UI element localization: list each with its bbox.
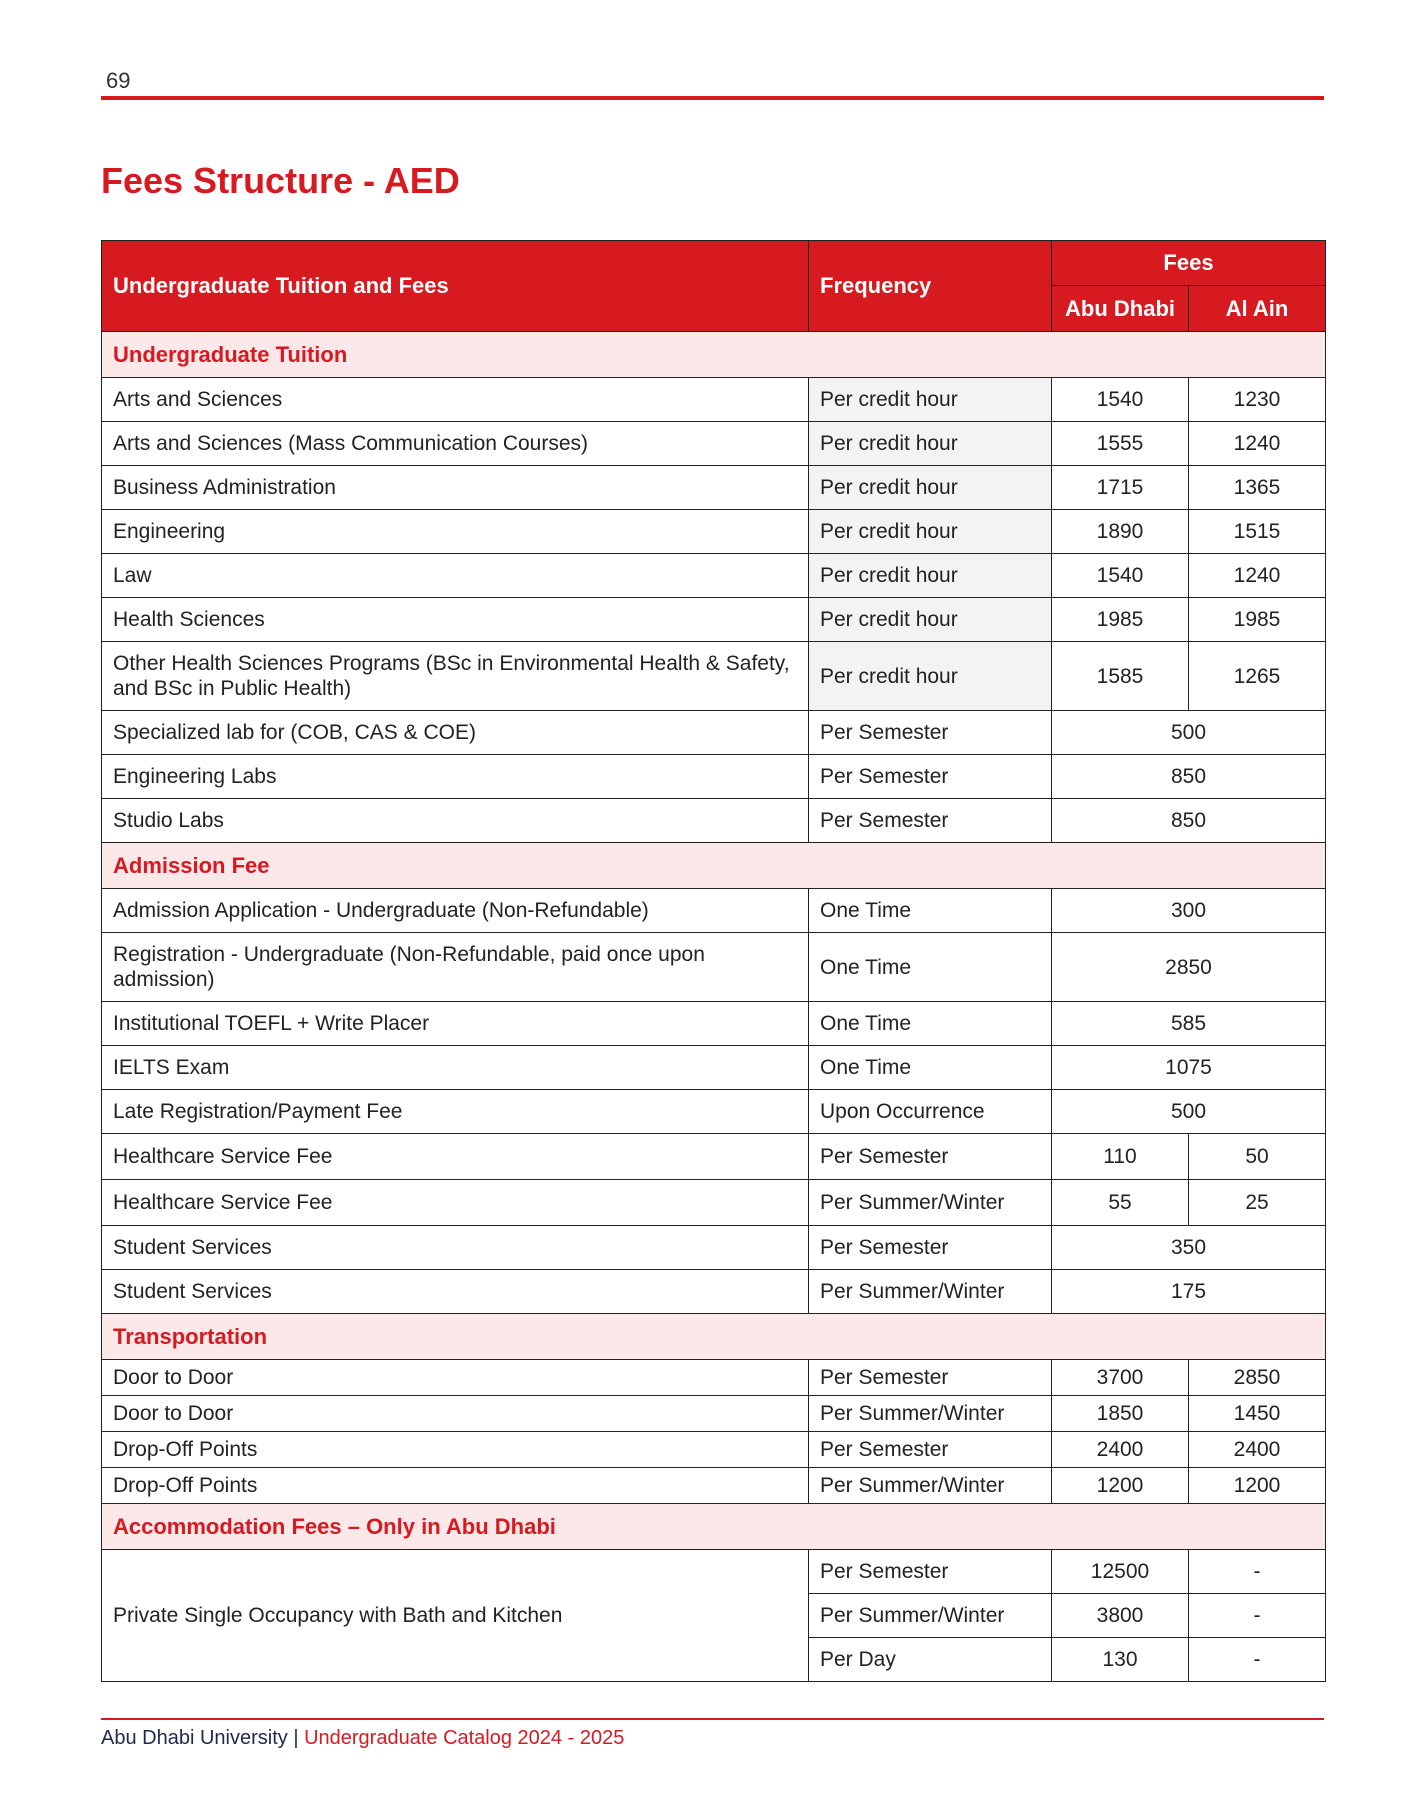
row-item: Arts and Sciences (Mass Communication Courses) xyxy=(102,422,809,466)
row-fee-abu-dhabi: 12500 xyxy=(1052,1550,1189,1594)
row-item: Arts and Sciences xyxy=(102,378,809,422)
row-frequency: Per credit hour xyxy=(809,598,1052,642)
row-fee-both: 500 xyxy=(1052,1090,1326,1134)
row-fee-al-ain: - xyxy=(1189,1594,1326,1638)
row-item: Business Administration xyxy=(102,466,809,510)
row-frequency: Per Day xyxy=(809,1638,1052,1682)
row-item: Admission Application - Undergraduate (Non-Refundable) xyxy=(102,889,809,933)
row-fee-abu-dhabi: 1540 xyxy=(1052,378,1189,422)
section-heading-admission: Admission Fee xyxy=(102,843,1326,889)
table-row xyxy=(102,554,1326,598)
row-item: Law xyxy=(102,554,809,598)
row-fee-al-ain: 1515 xyxy=(1189,510,1326,554)
row-frequency: Per credit hour xyxy=(809,554,1052,598)
row-fee-both: 1075 xyxy=(1052,1046,1326,1090)
row-item: Healthcare Service Fee xyxy=(102,1180,809,1226)
table-row xyxy=(102,755,1326,799)
page-title: Fees Structure - AED xyxy=(101,160,460,201)
row-frequency: Per Summer/Winter xyxy=(809,1270,1052,1314)
row-fee-abu-dhabi: 1200 xyxy=(1052,1468,1189,1504)
row-frequency: Per Semester xyxy=(809,711,1052,755)
table-row xyxy=(102,1360,1326,1396)
row-item: Student Services xyxy=(102,1270,809,1314)
footer-university: Abu Dhabi University xyxy=(101,1727,288,1749)
header-rule xyxy=(101,96,1324,100)
row-frequency: Per Semester xyxy=(809,1134,1052,1180)
row-fee-al-ain: 1265 xyxy=(1189,642,1326,711)
header-al-ain: Al Ain xyxy=(1189,286,1326,332)
header-abu-dhabi: Abu Dhabi xyxy=(1052,286,1189,332)
table-row xyxy=(102,466,1326,510)
row-item: Door to Door xyxy=(102,1360,809,1396)
row-frequency: One Time xyxy=(809,1046,1052,1090)
table-row xyxy=(102,1226,1326,1270)
table-row xyxy=(102,1002,1326,1046)
row-fee-abu-dhabi: 2400 xyxy=(1052,1432,1189,1468)
row-fee-abu-dhabi: 130 xyxy=(1052,1638,1189,1682)
row-fee-al-ain: 1240 xyxy=(1189,554,1326,598)
row-fee-al-ain: 2850 xyxy=(1189,1360,1326,1396)
row-fee-both: 850 xyxy=(1052,755,1326,799)
row-item: Studio Labs xyxy=(102,799,809,843)
row-fee-al-ain: 1200 xyxy=(1189,1468,1326,1504)
row-fee-abu-dhabi: 1540 xyxy=(1052,554,1189,598)
row-fee-al-ain: 1450 xyxy=(1189,1396,1326,1432)
table-row xyxy=(102,1046,1326,1090)
row-fee-al-ain: 2400 xyxy=(1189,1432,1326,1468)
row-fee-al-ain: 1240 xyxy=(1189,422,1326,466)
table-row xyxy=(102,1468,1326,1504)
row-fee-both: 175 xyxy=(1052,1270,1326,1314)
row-fee-al-ain: - xyxy=(1189,1638,1326,1682)
row-fee-al-ain: 25 xyxy=(1189,1180,1326,1226)
row-item: Other Health Sciences Programs (BSc in Environmental Health & Safety, and BSc in Public Health) xyxy=(102,642,809,711)
row-fee-abu-dhabi: 3700 xyxy=(1052,1360,1189,1396)
row-fee-both: 350 xyxy=(1052,1226,1326,1270)
row-fee-both: 850 xyxy=(1052,799,1326,843)
row-frequency: Per Summer/Winter xyxy=(809,1594,1052,1638)
footer-rule xyxy=(101,1718,1324,1720)
row-frequency: Per credit hour xyxy=(809,642,1052,711)
row-fee-both: 500 xyxy=(1052,711,1326,755)
row-frequency: Per credit hour xyxy=(809,378,1052,422)
row-item: Door to Door xyxy=(102,1396,809,1432)
row-frequency: Per Semester xyxy=(809,1432,1052,1468)
table-row xyxy=(102,1134,1326,1180)
row-fee-abu-dhabi: 1555 xyxy=(1052,422,1189,466)
table-row xyxy=(102,510,1326,554)
table-row xyxy=(102,799,1326,843)
table-row xyxy=(102,933,1326,1002)
table-row xyxy=(102,642,1326,711)
row-frequency: Per credit hour xyxy=(809,510,1052,554)
footer-catalog: Undergraduate Catalog 2024 - 2025 xyxy=(304,1727,625,1749)
header-item: Undergraduate Tuition and Fees xyxy=(102,241,809,332)
row-frequency: Per Semester xyxy=(809,1226,1052,1270)
row-item: Healthcare Service Fee xyxy=(102,1134,809,1180)
footer-separator: | xyxy=(293,1727,299,1749)
table-row xyxy=(102,1180,1326,1226)
table-row xyxy=(102,889,1326,933)
row-fee-both: 585 xyxy=(1052,1002,1326,1046)
row-frequency: One Time xyxy=(809,889,1052,933)
row-fee-abu-dhabi: 1585 xyxy=(1052,642,1189,711)
row-frequency: One Time xyxy=(809,1002,1052,1046)
table-row xyxy=(102,1550,1326,1594)
page-number: 69 xyxy=(106,68,131,93)
row-fee-al-ain: 1230 xyxy=(1189,378,1326,422)
row-fee-al-ain: 1985 xyxy=(1189,598,1326,642)
row-fee-abu-dhabi: 1890 xyxy=(1052,510,1189,554)
table-row xyxy=(102,378,1326,422)
row-item: Institutional TOEFL + Write Placer xyxy=(102,1002,809,1046)
row-fee-abu-dhabi: 110 xyxy=(1052,1134,1189,1180)
row-item: Engineering Labs xyxy=(102,755,809,799)
section-heading-accommodation: Accommodation Fees – Only in Abu Dhabi xyxy=(102,1504,1326,1550)
row-frequency: Per Summer/Winter xyxy=(809,1468,1052,1504)
row-fee-al-ain: 1365 xyxy=(1189,466,1326,510)
row-fee-al-ain: - xyxy=(1189,1550,1326,1594)
row-frequency: One Time xyxy=(809,933,1052,1002)
table-row xyxy=(102,422,1326,466)
table-row xyxy=(102,1432,1326,1468)
section-heading-transportation: Transportation xyxy=(102,1314,1326,1360)
row-frequency: Per Semester xyxy=(809,1550,1052,1594)
table-row xyxy=(102,1270,1326,1314)
row-item: Health Sciences xyxy=(102,598,809,642)
row-frequency: Per Semester xyxy=(809,799,1052,843)
section-heading-tuition: Undergraduate Tuition xyxy=(102,332,1326,378)
row-item: Drop-Off Points xyxy=(102,1432,809,1468)
table-row xyxy=(102,1396,1326,1432)
row-frequency: Per Summer/Winter xyxy=(809,1396,1052,1432)
table-row xyxy=(102,711,1326,755)
row-frequency: Upon Occurrence xyxy=(809,1090,1052,1134)
table-row xyxy=(102,598,1326,642)
row-frequency: Per Summer/Winter xyxy=(809,1180,1052,1226)
row-item: Drop-Off Points xyxy=(102,1468,809,1504)
row-frequency: Per credit hour xyxy=(809,466,1052,510)
footer xyxy=(101,1727,624,1750)
row-item: Registration - Undergraduate (Non-Refundable, paid once upon admission) xyxy=(102,933,809,1002)
row-fee-abu-dhabi: 55 xyxy=(1052,1180,1189,1226)
row-fee-abu-dhabi: 1985 xyxy=(1052,598,1189,642)
row-fee-abu-dhabi: 1850 xyxy=(1052,1396,1189,1432)
row-item: Late Registration/Payment Fee xyxy=(102,1090,809,1134)
row-item: Specialized lab for (COB, CAS & COE) xyxy=(102,711,809,755)
row-fee-abu-dhabi: 3800 xyxy=(1052,1594,1189,1638)
row-frequency: Per credit hour xyxy=(809,422,1052,466)
row-item: IELTS Exam xyxy=(102,1046,809,1090)
row-frequency: Per Semester xyxy=(809,1360,1052,1396)
table-row xyxy=(102,1090,1326,1134)
row-item: Student Services xyxy=(102,1226,809,1270)
row-item: Engineering xyxy=(102,510,809,554)
header-fees: Fees xyxy=(1052,241,1326,286)
row-fee-both: 2850 xyxy=(1052,933,1326,1002)
row-fee-abu-dhabi: 1715 xyxy=(1052,466,1189,510)
fees-table xyxy=(101,240,1326,1682)
row-fee-al-ain: 50 xyxy=(1189,1134,1326,1180)
header-frequency: Frequency xyxy=(809,241,1052,332)
row-fee-both: 300 xyxy=(1052,889,1326,933)
row-item: Private Single Occupancy with Bath and Kitchen xyxy=(102,1550,809,1682)
row-frequency: Per Semester xyxy=(809,755,1052,799)
